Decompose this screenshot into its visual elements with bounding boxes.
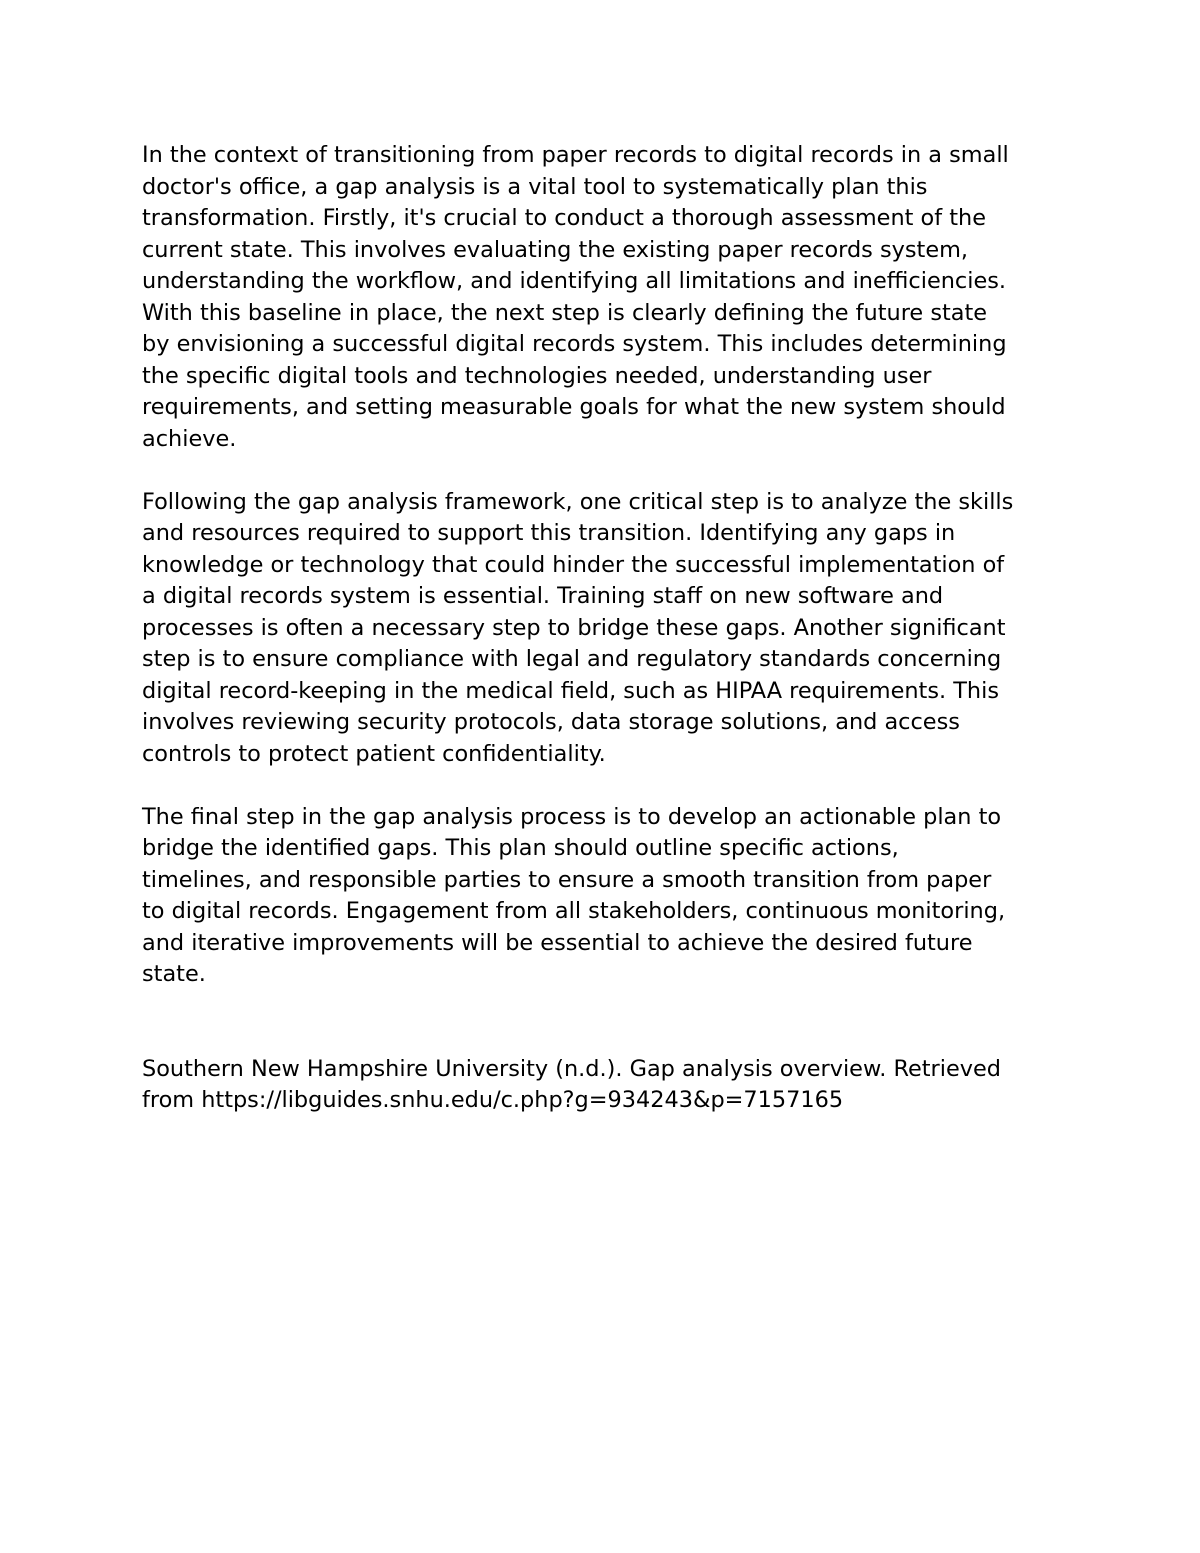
text-line: The final step in the gap analysis process is to develop an actionable plan to [142, 803, 1002, 830]
text-line: digital record-keeping in the medical field, such as HIPAA requirements. This [142, 677, 999, 704]
reference-spacer [142, 991, 1072, 1054]
text-line: With this baseline in place, the next step is clearly defining the future state [142, 299, 988, 326]
text-line: current state. This involves evaluating the existing paper records system, [142, 236, 969, 263]
text-line: understanding the workflow, and identifying all limitations and inefficiencies. [142, 268, 1006, 294]
text-line: processes is often a necessary step to bridge these gaps. Another significant [142, 614, 1006, 641]
text-line: Southern New Hampshire University (n.d.). Gap analysis overview. Retrieved [142, 1055, 1001, 1082]
paragraph-spacer [142, 455, 1072, 487]
text-line: state. [142, 961, 206, 987]
text-line: to digital records. Engagement from all stakeholders, continuous monitoring, [142, 898, 1006, 924]
text-line: transformation. Firstly, it's crucial to conduct a thorough assessment of the [142, 205, 986, 231]
text-line: knowledge or technology that could hinder the successful implementation of [142, 551, 1005, 578]
text-line: step is to ensure compliance with legal and regulatory standards concerning [142, 646, 1002, 672]
text-line: and iterative improvements will be essential to achieve the desired future [142, 929, 973, 956]
text-line: controls to protect patient confidentiality. [142, 740, 606, 767]
paragraph-final-step [142, 802, 1072, 991]
text-line: requirements, and setting measurable goals for what the new system should [142, 394, 1006, 420]
text-line: the specific digital tools and technologies needed, understanding user [142, 362, 932, 389]
text-line: by envisioning a successful digital records system. This includes determining [142, 331, 1007, 357]
text-line: a digital records system is essential. Training staff on new software and [142, 583, 944, 609]
paragraph-spacer [142, 770, 1072, 802]
text-line: and resources required to support this transition. Identifying any gaps in [142, 520, 956, 546]
text-line: Following the gap analysis framework, one critical step is to analyze the skills [142, 488, 1014, 515]
paragraph-framework [142, 487, 1072, 771]
text-line: from https://libguides.snhu.edu/c.php?g=934243&p=7157165 [142, 1087, 844, 1113]
paragraph-context [142, 140, 1072, 455]
text-line: achieve. [142, 425, 237, 452]
document-body [142, 140, 1072, 1117]
text-line: doctor's office, a gap analysis is a vital tool to systematically plan this [142, 173, 928, 200]
text-line: timelines, and responsible parties to ensure a smooth transition from paper [142, 866, 992, 893]
reference-citation [142, 1054, 1072, 1117]
text-line: involves reviewing security protocols, data storage solutions, and access [142, 709, 960, 735]
text-line: bridge the identified gaps. This plan should outline specific actions, [142, 835, 899, 861]
text-line: In the context of transitioning from paper records to digital records in a small [142, 142, 1009, 168]
